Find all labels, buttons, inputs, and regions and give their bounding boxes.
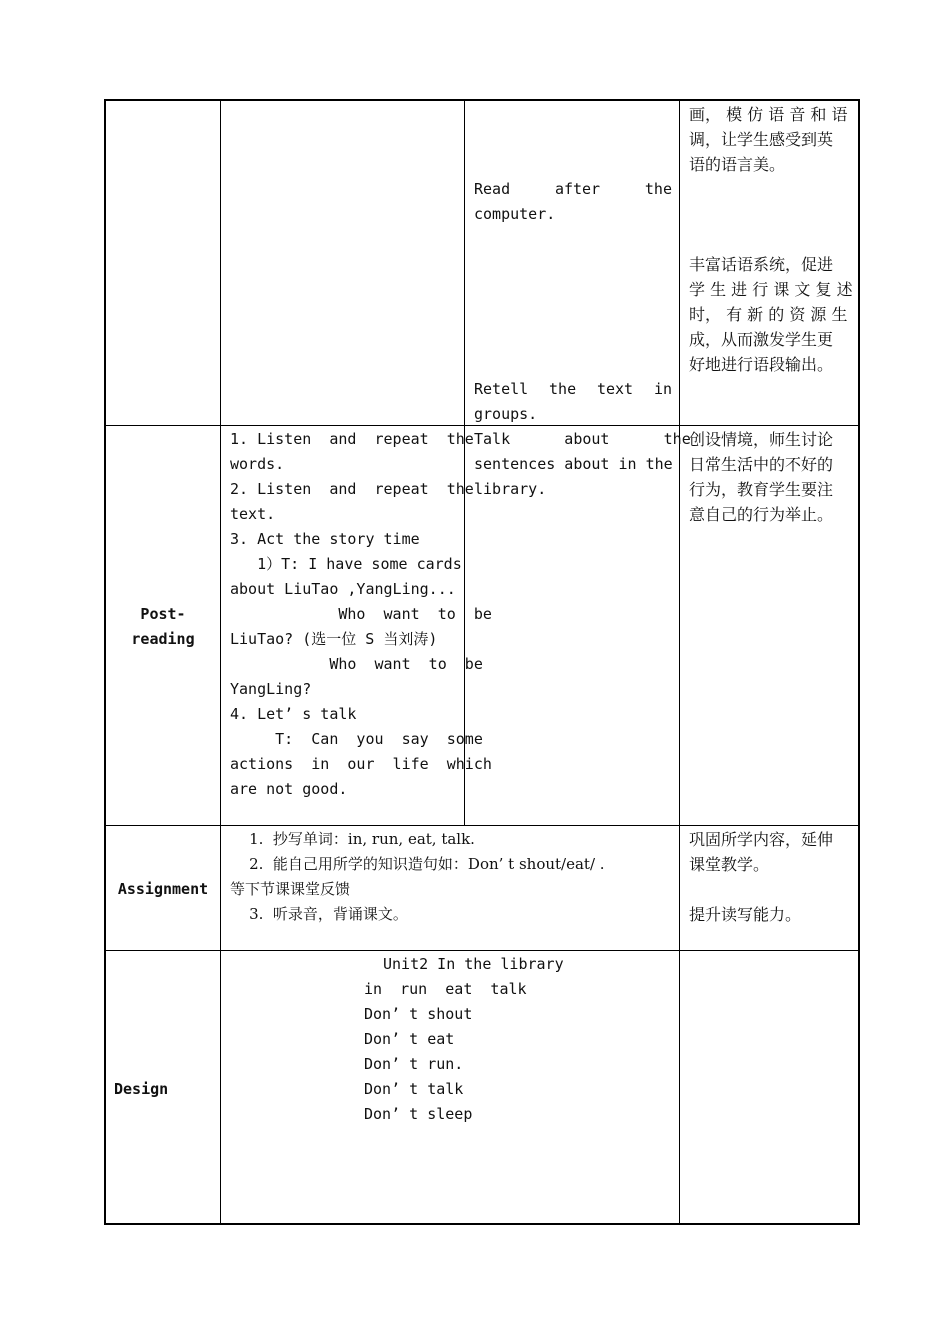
teacher-line: text. — [230, 505, 276, 523]
teacher-line: YangLing? — [230, 680, 312, 698]
column-divider-3 — [679, 101, 680, 1223]
purpose-line: 提升读写能力。 — [689, 905, 802, 924]
student-line: library. — [474, 480, 547, 498]
design-item: Don’ t eat — [364, 1030, 455, 1048]
teacher-line: 3. Act the story time — [230, 530, 420, 548]
teacher-line: actions in our life which — [230, 755, 492, 773]
purpose-line: 日常生活中的不好的 — [689, 455, 834, 474]
purpose-line: 语的语言美。 — [689, 155, 786, 174]
design-item: Don’ t talk — [364, 1080, 464, 1098]
student-line: Talk about the — [474, 430, 691, 448]
row-divider-2 — [106, 825, 858, 826]
assignment-label: Assignment — [117, 880, 209, 898]
activity-line: computer. — [474, 205, 556, 223]
post-reading-label-line1: Post- — [140, 605, 186, 623]
word: in — [653, 380, 672, 398]
teacher-line: Who want to be — [230, 655, 483, 673]
teacher-line: LiuTao? (选一位 S 当刘涛) — [230, 630, 438, 648]
word: Retell — [474, 380, 529, 398]
assignment-line: 2. 能自己用所学的知识造句如：Don’ t shout/eat/ . — [230, 855, 605, 873]
word: Read — [474, 180, 511, 198]
word: after — [554, 180, 601, 198]
design-item: Don’ t sleep — [364, 1105, 473, 1123]
design-title: Unit2 In the library — [383, 955, 564, 973]
word: the — [549, 380, 577, 398]
purpose-line: 课堂教学。 — [689, 855, 770, 874]
design-label: Design — [114, 1080, 169, 1098]
student-line: sentences about in the — [474, 455, 673, 473]
row-divider-3 — [106, 950, 858, 951]
teacher-line: Who want to be — [230, 605, 492, 623]
teacher-line: 2. Listen and repeat the — [230, 480, 474, 498]
lesson-plan-table — [104, 99, 860, 1225]
teacher-line: words. — [230, 455, 285, 473]
teacher-line: are not good. — [230, 780, 348, 798]
design-item: Don’ t shout — [364, 1005, 473, 1023]
purpose-line: 学 生 进 行 课 文 复 述 — [689, 280, 853, 299]
word: the — [644, 180, 672, 198]
design-item: Don’ t run. — [364, 1055, 464, 1073]
assignment-line: 3. 听录音，背诵课文。 — [230, 905, 408, 923]
activity-line — [474, 377, 672, 402]
teacher-line: 1. Listen and repeat the — [230, 430, 474, 448]
teacher-line: about LiuTao ,YangLing... — [230, 580, 456, 598]
word: text — [596, 380, 634, 398]
activity-line: groups. — [474, 405, 538, 423]
purpose-line: 画， 模 仿 语 音 和 语 — [689, 105, 848, 124]
column-divider-2 — [464, 101, 465, 825]
purpose-line: 调，让学生感受到英 — [689, 130, 834, 149]
purpose-line: 时， 有 新 的 资 源 生 — [689, 305, 848, 324]
column-divider-1 — [220, 101, 221, 1223]
purpose-line: 好地进行语段输出。 — [689, 355, 834, 374]
purpose-line: 行为，教育学生要注 — [689, 480, 834, 499]
purpose-line: 巩固所学内容，延伸 — [689, 830, 834, 849]
post-reading-label-line2: reading — [131, 630, 195, 648]
teacher-line: T: Can you say some — [230, 730, 483, 748]
assignment-line: 等下节课课堂反馈 — [230, 880, 351, 898]
assignment-line: 1. 抄写单词：in, run, eat, talk. — [230, 830, 475, 848]
purpose-line: 意自己的行为举止。 — [689, 505, 834, 524]
purpose-line: 丰富话语系统，促进 — [689, 255, 834, 274]
teacher-line: 4. Let’ s talk — [230, 705, 357, 723]
purpose-line: 成，从而激发学生更 — [689, 330, 834, 349]
design-words: in run eat talk — [364, 980, 527, 998]
purpose-line: 创设情境，师生讨论 — [689, 430, 834, 449]
activity-line — [474, 177, 672, 202]
teacher-line: 1）T: I have some cards — [230, 555, 462, 573]
